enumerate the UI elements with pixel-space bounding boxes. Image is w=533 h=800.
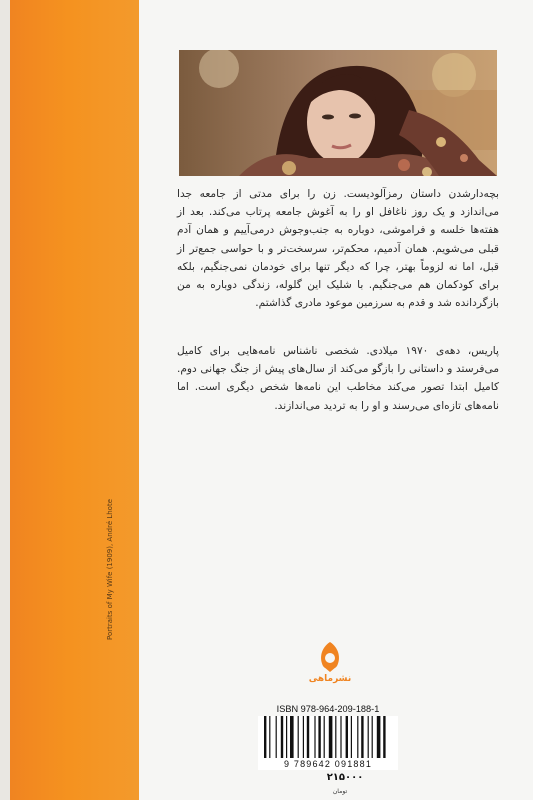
isbn-text: ISBN 978-964-209-188-1 bbox=[276, 704, 380, 714]
spine-edge bbox=[0, 0, 10, 800]
barcode-digits: 9 789642 091881 bbox=[258, 759, 398, 769]
cover-art-credit: Portraits of My Wife (1909), André Lhote bbox=[106, 498, 114, 640]
orange-band bbox=[10, 0, 139, 800]
synopsis-paragraph-2: پاریس، دهه‌ی ۱۹۷۰ میلادی. شخصی ناشناس نامه‌هایی برای کامیل می‌فرستد و داستانی را بازگو می‌کند از سال‌های پیش از جنگ جهانی دوم. کامیل ابتدا تصور می‌کند مخاطب این نامه‌ها شخص دیگری است. اما نامه‌های تازه‌ای می‌رسند و او را به تردید می‌اندازند. bbox=[177, 345, 499, 412]
currency: تومان bbox=[332, 788, 348, 795]
fish-logo-icon bbox=[315, 640, 345, 672]
author-photo bbox=[179, 50, 497, 176]
synopsis-paragraph-1: بچه‌دارشدن داستان رمزآلودیست. زن را برای مدتی از جامعه جدا می‌اندازد و یک روز ناغافل او را به آغوش جامعه پرتاب می‌کند. بعد از هفته‌ها خلسه و فراموشی، دوباره به جنب‌وجوش درمی‌آییم و همان آدم قبلی می‌شویم. همان آدمیم، محکم‌تر، سرسخت‌تر و با حواسی جمع‌تر از قبل، اما نه لزوماً بهتر، چرا که دیگر تنها برای خودمان نمی‌جنگیم، بلکه برای کودکمان هم می‌جنگیم. با شلیک این گلوله، زندگی دوباره به من بازگردانده شد و قدم به سرزمین موعود مادری گذاشتم. bbox=[177, 188, 499, 310]
author-portrait-image bbox=[179, 50, 497, 176]
barcode-bars-icon bbox=[258, 716, 398, 760]
publisher-logo bbox=[304, 640, 356, 690]
publisher-logo-text: نشرماهی bbox=[308, 674, 352, 684]
price: ۲۱۵۰۰۰ bbox=[326, 772, 364, 783]
